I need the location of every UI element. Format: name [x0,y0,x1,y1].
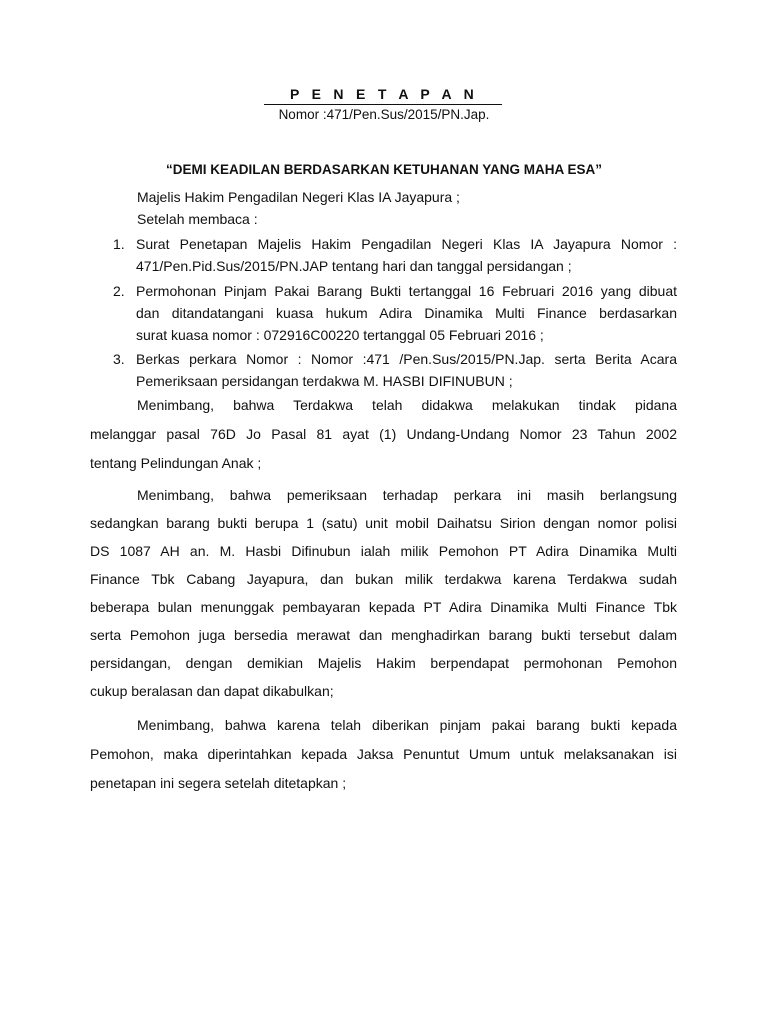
paragraph-line: serta Pemohon juga bersedia merawat dan menghadirkan barang bukti tersebut dalam [90,627,677,643]
paragraph-line: Menimbang, bahwa pemeriksaan terhadap perkara ini masih berlangsung [137,487,677,503]
list-item-line: Berkas perkara Nomor : Nomor :471 /Pen.Sus/2015/PN.Jap. serta Berita Acara [136,351,677,367]
document-number: Nomor :471/Pen.Sus/2015/PN.Jap. [278,107,490,122]
list-item-number: 3. [113,351,125,367]
paragraph-line: Menimbang, bahwa karena telah diberikan pinjam pakai barang bukti kepada [137,717,677,733]
paragraph-line: DS 1087 AH an. M. Hasbi Difinubun ialah milik Pemohon PT Adira Dinamika Multi [90,543,677,559]
paragraph-menimbang-1 [90,391,677,478]
list-item-line: Permohonan Pinjam Pakai Barang Bukti tertanggal 16 Februari 2016 yang dibuat [136,283,677,299]
setelah-membaca-line: Setelah membaca : [137,211,258,227]
paragraph-line: Menimbang, bahwa Terdakwa telah didakwa melakukan tindak pidana [137,397,677,413]
paragraph-line: penetapan ini segera setelah ditetapkan ; [90,775,347,791]
list-item-number: 2. [113,283,125,299]
paragraph-line: persidangan, dengan demikian Majelis Hakim berpendapat permohonan Pemohon [90,655,677,671]
list-item-line: Surat Penetapan Majelis Hakim Pengadilan Negeri Klas IA Jayapura Nomor : [136,236,677,252]
paragraph-line: beberapa bulan menunggak pembayaran kepada PT Adira Dinamika Multi Finance Tbk [90,599,677,615]
paragraph-line: Pemohon, maka diperintahkan kepada Jaksa Penuntut Umum untuk melaksanakan isi [90,746,677,762]
list-item-line: dan ditandatangani kuasa hukum Adira Dinamika Multi Finance berdasarkan [136,305,677,321]
list-item-number: 1. [113,236,125,252]
paragraph-menimbang-2 [90,481,677,705]
majelis-line: Majelis Hakim Pengadilan Negeri Klas IA Jayapura ; [137,189,460,205]
list-item-text [136,233,677,277]
paragraph-line: tentang Pelindungan Anak ; [90,455,262,471]
paragraph-menimbang-3 [90,711,677,798]
list-item-line: surat kuasa nomor : 072916C00220 tertanggal 05 Februari 2016 ; [136,327,544,343]
document-title: P E N E T A P A N [290,86,478,102]
paragraph-line: cukup beralasan dan dapat dikabulkan; [90,683,334,699]
list-item-text [136,280,677,346]
paragraph-line: Finance Tbk Cabang Jayapura, dan bukan milik terdakwa karena Terdakwa sudah [90,571,677,587]
list-item-line: Pemeriksaan persidangan terdakwa M. HASBI DIFINUBUN ; [136,373,513,389]
paragraph-line: melanggar pasal 76D Jo Pasal 81 ayat (1) Undang-Undang Nomor 23 Tahun 2002 [90,426,677,442]
invocation-heading: “DEMI KEADILAN BERDASARKAN KETUHANAN YANG MAHA ESA” [165,162,603,177]
list-item-line: 471/Pen.Pid.Sus/2015/PN.JAP tentang hari dan tanggal persidangan ; [136,258,572,274]
title-underline [264,104,502,105]
list-item-text [136,348,677,392]
paragraph-line: sedangkan barang bukti berupa 1 (satu) unit mobil Daihatsu Sirion dengan nomor polisi [90,515,677,531]
